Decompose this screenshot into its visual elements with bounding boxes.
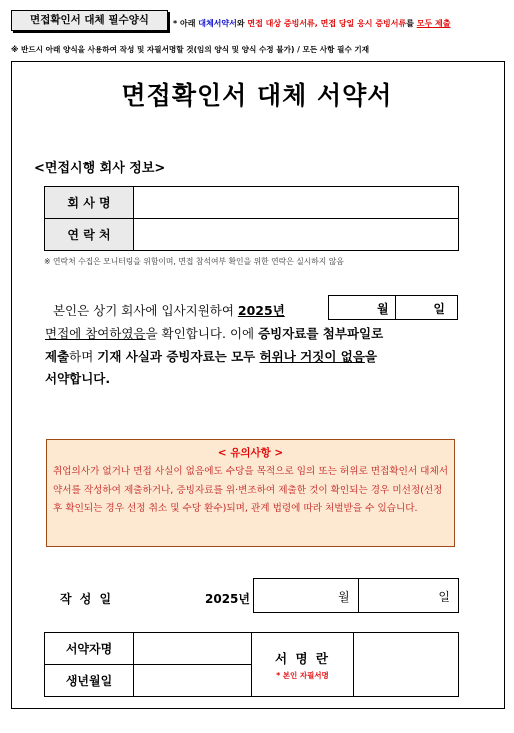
company-name-row <box>45 187 459 219</box>
pledge-text-5: 제출 <box>45 348 70 364</box>
pledge-text-8: 허위나 거짓이 없음 <box>259 348 365 364</box>
company-name-label: 회 사 명 <box>45 187 134 219</box>
signature-table <box>44 632 459 697</box>
pledge-text-9: 을 <box>364 348 377 364</box>
caution-body: 취업의사가 없거나 면접 사실이 없음에도 수당을 목적으로 임의 또는 허위로 면접확인서 대체서약서를 작성하여 제출하거나, 증빙자료를 위·변조하여 제출한 것이 확인되는 경우 미선정(선정 후 확인되는 경우 선정 취소 및 수당 환수)되며, 관계 법령에 따라 처벌받을 수 있습니다. <box>53 466 448 515</box>
pledge-text-3: 을 확인합니다. 이에 <box>145 325 259 341</box>
signature-instruction: * 본인 자필서명 <box>276 670 329 680</box>
interview-month-label: 월 <box>377 302 389 316</box>
signature-label-cell <box>252 633 354 697</box>
note-text-5: 를 <box>406 19 417 28</box>
note-star: * <box>173 19 180 28</box>
caution-box <box>46 439 455 547</box>
note-text-1: 아래 <box>179 19 199 28</box>
write-date-box[interactable] <box>253 578 459 613</box>
contact-monitoring-note: ※ 연락처 수집은 모니터링을 위함이며, 면접 참석여부 확인을 위한 연락은 실시하지 않음 <box>44 257 344 266</box>
note-pledge-doc: 대체서약서 <box>198 19 237 28</box>
write-date-divider <box>358 579 359 612</box>
pledge-line-1 <box>45 300 460 323</box>
write-month-label: 월 <box>338 590 350 604</box>
interview-day-label: 일 <box>433 302 445 316</box>
contact-row <box>45 219 459 251</box>
pledge-text-1: 본인은 상기 회사에 입사지원하여 <box>52 303 238 318</box>
note-text-3: 와 <box>236 19 248 28</box>
note-submit-all: 모두 제출 <box>416 19 451 28</box>
company-name-field[interactable] <box>134 187 459 219</box>
write-day-label: 일 <box>438 590 450 604</box>
pledge-line-3 <box>45 346 460 369</box>
note-evidence-docs: 면접 대상 증빙서류, 면접 당일 응시 증빙서류 <box>247 19 407 28</box>
pledge-text-2: 면접에 참여하였음 <box>45 325 146 341</box>
pledge-text-10: 서약합니다. <box>45 371 111 387</box>
form-rule-note: ※ 반드시 아래 양식을 사용하여 작성 및 자필서명할 것(임의 양식 및 양식 수정 불가) / 모든 사항 필수 기재 <box>11 45 370 54</box>
pledge-text-4: 증빙자료를 첨부파일로 <box>258 325 384 341</box>
write-date-label: 작 성 일 <box>60 592 114 606</box>
pledger-name-label: 서약자명 <box>45 633 134 665</box>
pledge-line-4 <box>45 368 460 391</box>
pledge-line-2 <box>45 323 460 346</box>
pledger-row <box>45 633 459 665</box>
caution-title: < 유의사항 > <box>217 447 284 459</box>
document-title: 면접확인서 대체 서약서 <box>121 81 393 110</box>
write-date-year: 2025년 <box>205 592 250 606</box>
pledge-text-6: 하며 <box>69 348 98 364</box>
pledge-text-7: 기재 사실과 증빙자료는 모두 <box>97 348 260 364</box>
company-info-table <box>44 186 459 251</box>
birth-date-label: 생년월일 <box>45 665 134 697</box>
submission-note <box>173 18 450 29</box>
pledge-year: 2025년 <box>237 303 285 318</box>
contact-label: 연 락 처 <box>45 219 134 251</box>
contact-field[interactable] <box>134 219 459 251</box>
signature-label: 서 명 란 <box>275 650 330 666</box>
pledge-statement <box>45 300 460 391</box>
company-section-heading: <면접시행 회사 정보> <box>34 161 166 176</box>
birth-date-field[interactable] <box>134 665 252 697</box>
pledger-name-field[interactable] <box>134 633 252 665</box>
form-type-badge: 면접확인서 대체 필수양식 <box>11 10 168 31</box>
signature-field[interactable] <box>354 633 459 697</box>
